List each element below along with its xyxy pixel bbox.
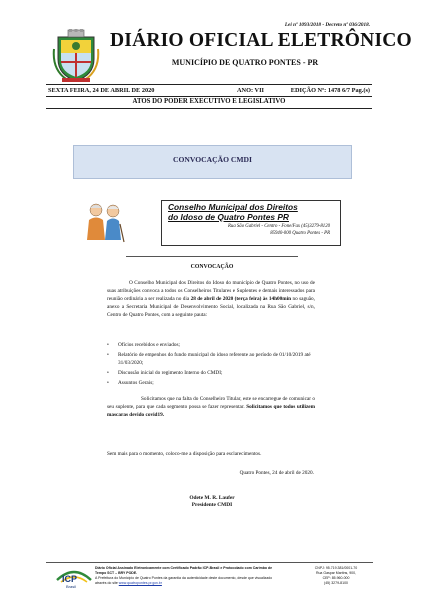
agenda-item-2: Relatório de empenhos do fundo municipal do idoso referente ao período de 01/10/2019 até 31/03/2020; [118,352,311,366]
section-title: ATOS DO PODER EXECUTIVO E LEGISLATIVO [132,98,286,105]
letter-heading: CONVOCAÇÃO [190,264,234,270]
convocation-banner-label: CONVOCAÇÃO CMDI [173,155,252,164]
letter-paragraph-2 [107,396,315,420]
footer-phone: (45) 3279-8100 [324,581,348,585]
icp-label: ICP [62,574,78,584]
footer-cep: CEP: 85.960-000 [322,576,350,580]
letter-separator [126,256,298,257]
agenda-item-1: Ofícios recebidos e enviados; [118,342,180,348]
municipal-crest-logo [52,29,100,83]
council-address-line1: Rua São Gabriel - Centro - Fone/Fax (45)3279-8120 [227,224,330,229]
header-rule-bottom [46,96,372,97]
signer-role: Presidente CMDI [191,502,233,508]
agenda-item: • Discussão inicial do regimento Interno do CMDI; [107,370,315,378]
footer-certification-text [95,566,275,586]
paragraph-2-text: Solicitamos que na falta do Conselheiro Titular, este se encarregue de comunicar o seu suplente, para que cada segmento possa se fazer representar. [107,396,315,410]
agenda-item-3: Discussão inicial do regimento Interno do CMDI; [118,370,223,376]
municipality-subtitle: MUNICÍPIO DE QUATRO PONTES - PR [171,58,319,67]
footer-address: Rua Gaspar Martins, 900, [315,571,357,575]
footer-line-2: A Prefeitura do Município de Quatro Pontes da garantia da autenticidade deste documento, desde que visualizado através do site [95,576,273,585]
paragraph-1-end: no saguão, anexo a Secretaria Municipal de Desenvolvimento Social, localizada na Rua São Gabriel, s/n, Centro de Quatro Pontes, com a seguinte pauta: [107,295,315,318]
letter-date: Quatro Pontes, 24 de abril de 2020. [239,470,314,476]
paragraph-1-text: O Conselho Municipal dos Direitos do Idoso do município de Quatro Pontes, no uso de suas atribuições convoca a todos os Conselheiros Titulares e Suplentes e demais interessados para reunião ordinária a ser realizada no dia [107,280,315,302]
letter-closing: Sem mais para o momento, coloco-me a disposição para esclarecimentos. [107,451,262,457]
agenda-item: • Assuntos Gerais; [107,380,315,388]
council-name-line2: do Idoso de Quatro Pontes PR [168,211,289,222]
newspaper-title: DIÁRIO OFICIAL ELETRÔNICO [110,30,412,51]
mask-notice: Solicitamos que todos utilizem mascaras devido covid19. [107,403,316,418]
signer-name: Odete M. R. Laufer [189,495,235,501]
footer-cnpj: CNPJ: 95.719.381/0001-70 [314,566,358,570]
footer-line-1: Diário Oficial Assinado Eletronicamente com Certificado Padrão ICP-Brasil e Protocolado com Carimbo de Tempo SCT – BRY PODE. [95,566,273,575]
law-reference: Lei nº 1093/2018 - Decreto nº 036/2018. [284,22,370,28]
council-name [168,203,338,222]
icp-sublabel: Brasil [66,584,77,589]
meeting-datetime: 28 de abril de 2020 (terça feira) às 14h00min [190,295,292,302]
convocation-banner [73,145,352,179]
agenda-item: • Ofícios recebidos e enviados; [107,342,315,350]
council-address-line2: 85940-000 Quatro Pontes - PR [270,231,330,236]
footer-contact-info [300,566,372,586]
municipality-website-link[interactable]: www.quatropontes.pr.gov.br [118,581,162,585]
letter-paragraph-1 [107,280,315,320]
issue-date: SEXTA FEIRA, 24 DE ABRIL DE 2020 [48,87,155,94]
agenda-item: • Relatório de empenhos do fundo municipal do idoso referente ao período de 01/10/2019 até 31/03/2020; [107,352,315,368]
header-rule-top [46,84,372,85]
agenda-item-4: Assuntos Gerais; [118,380,154,386]
issue-year: ANO: VII [237,87,264,94]
council-name-line1: Conselho Municipal dos Direitos [168,202,298,212]
issue-edition: EDIÇÃO Nº: 1478 6/7 Pag.(s) [290,87,370,94]
elderly-couple-illustration [82,200,128,244]
section-rule [46,108,372,109]
